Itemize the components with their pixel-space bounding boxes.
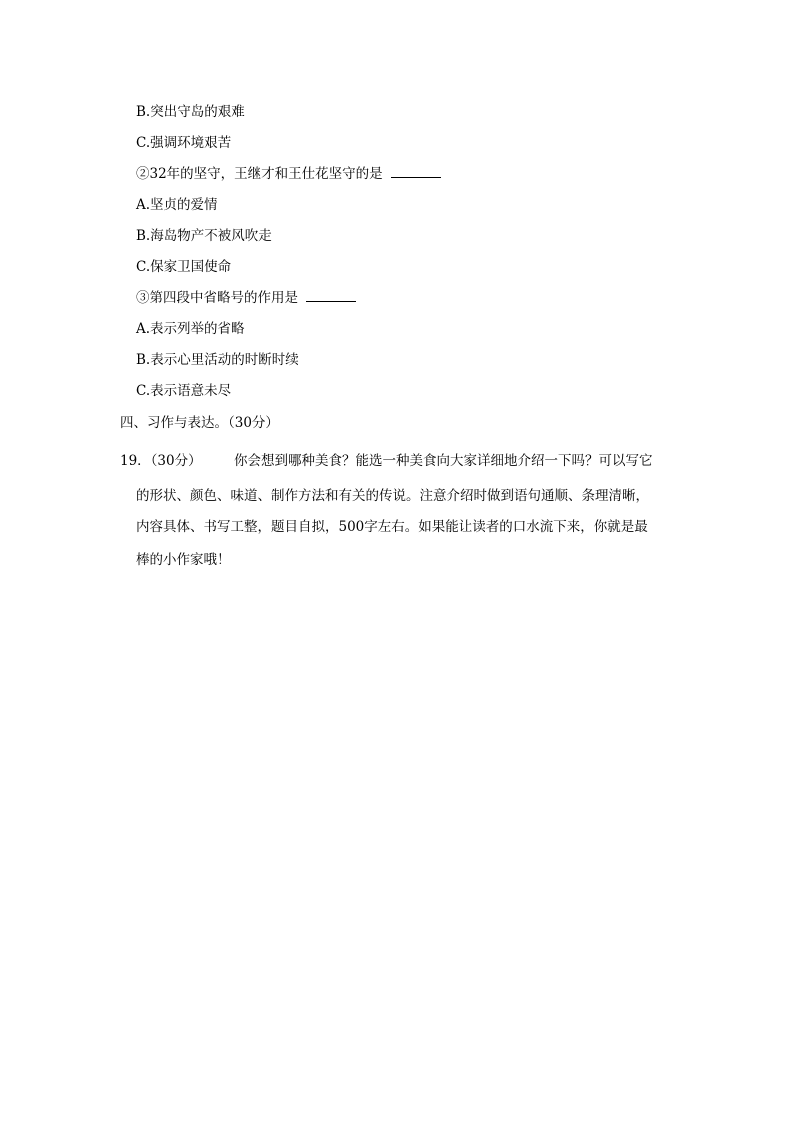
question-stem-part2 [136,164,441,184]
option-c-part3: C.表示语意未尽 [136,383,232,399]
option-b-part1: B.突出守岛的艰难 [136,104,245,120]
question-stem-part2-text: ②32年的坚守，王继才和王仕花坚守的是 [136,166,383,182]
option-c-part2: C.保家卫国使命 [136,259,232,275]
option-b-part2: B.海岛物产不被风吹走 [136,228,272,244]
question-line: 的形状、颜色、味道、制作方法和有关的传说。注意介绍时做到语句通顺、条理清晰， [136,488,649,504]
question-number: 19．（30分） [120,453,202,469]
question-line: 内容具体、书写工整，题目自拟，500字左右。如果能让读者的口水流下来，你就是最 [136,519,648,535]
answer-blank [391,164,441,178]
question-first-line: 你会想到哪种美食？能选一种美食向大家详细地介绍一下吗？可以写它 [234,453,653,469]
option-a-part3: A.表示列举的省略 [136,321,245,337]
question-stem-part3-text: ③第四段中省略号的作用是 [136,290,298,306]
question-line: 棒的小作家哦！ [136,552,231,568]
section-heading: 四、习作与表达。（30分） [120,415,279,431]
option-a-part2: A.坚贞的爱情 [136,197,218,213]
answer-blank [306,288,356,302]
option-b-part3: B.表示心里活动的时断时续 [136,352,299,368]
question-stem-part3 [136,288,356,308]
option-c-part1: C.强调环境艰苦 [136,135,232,151]
